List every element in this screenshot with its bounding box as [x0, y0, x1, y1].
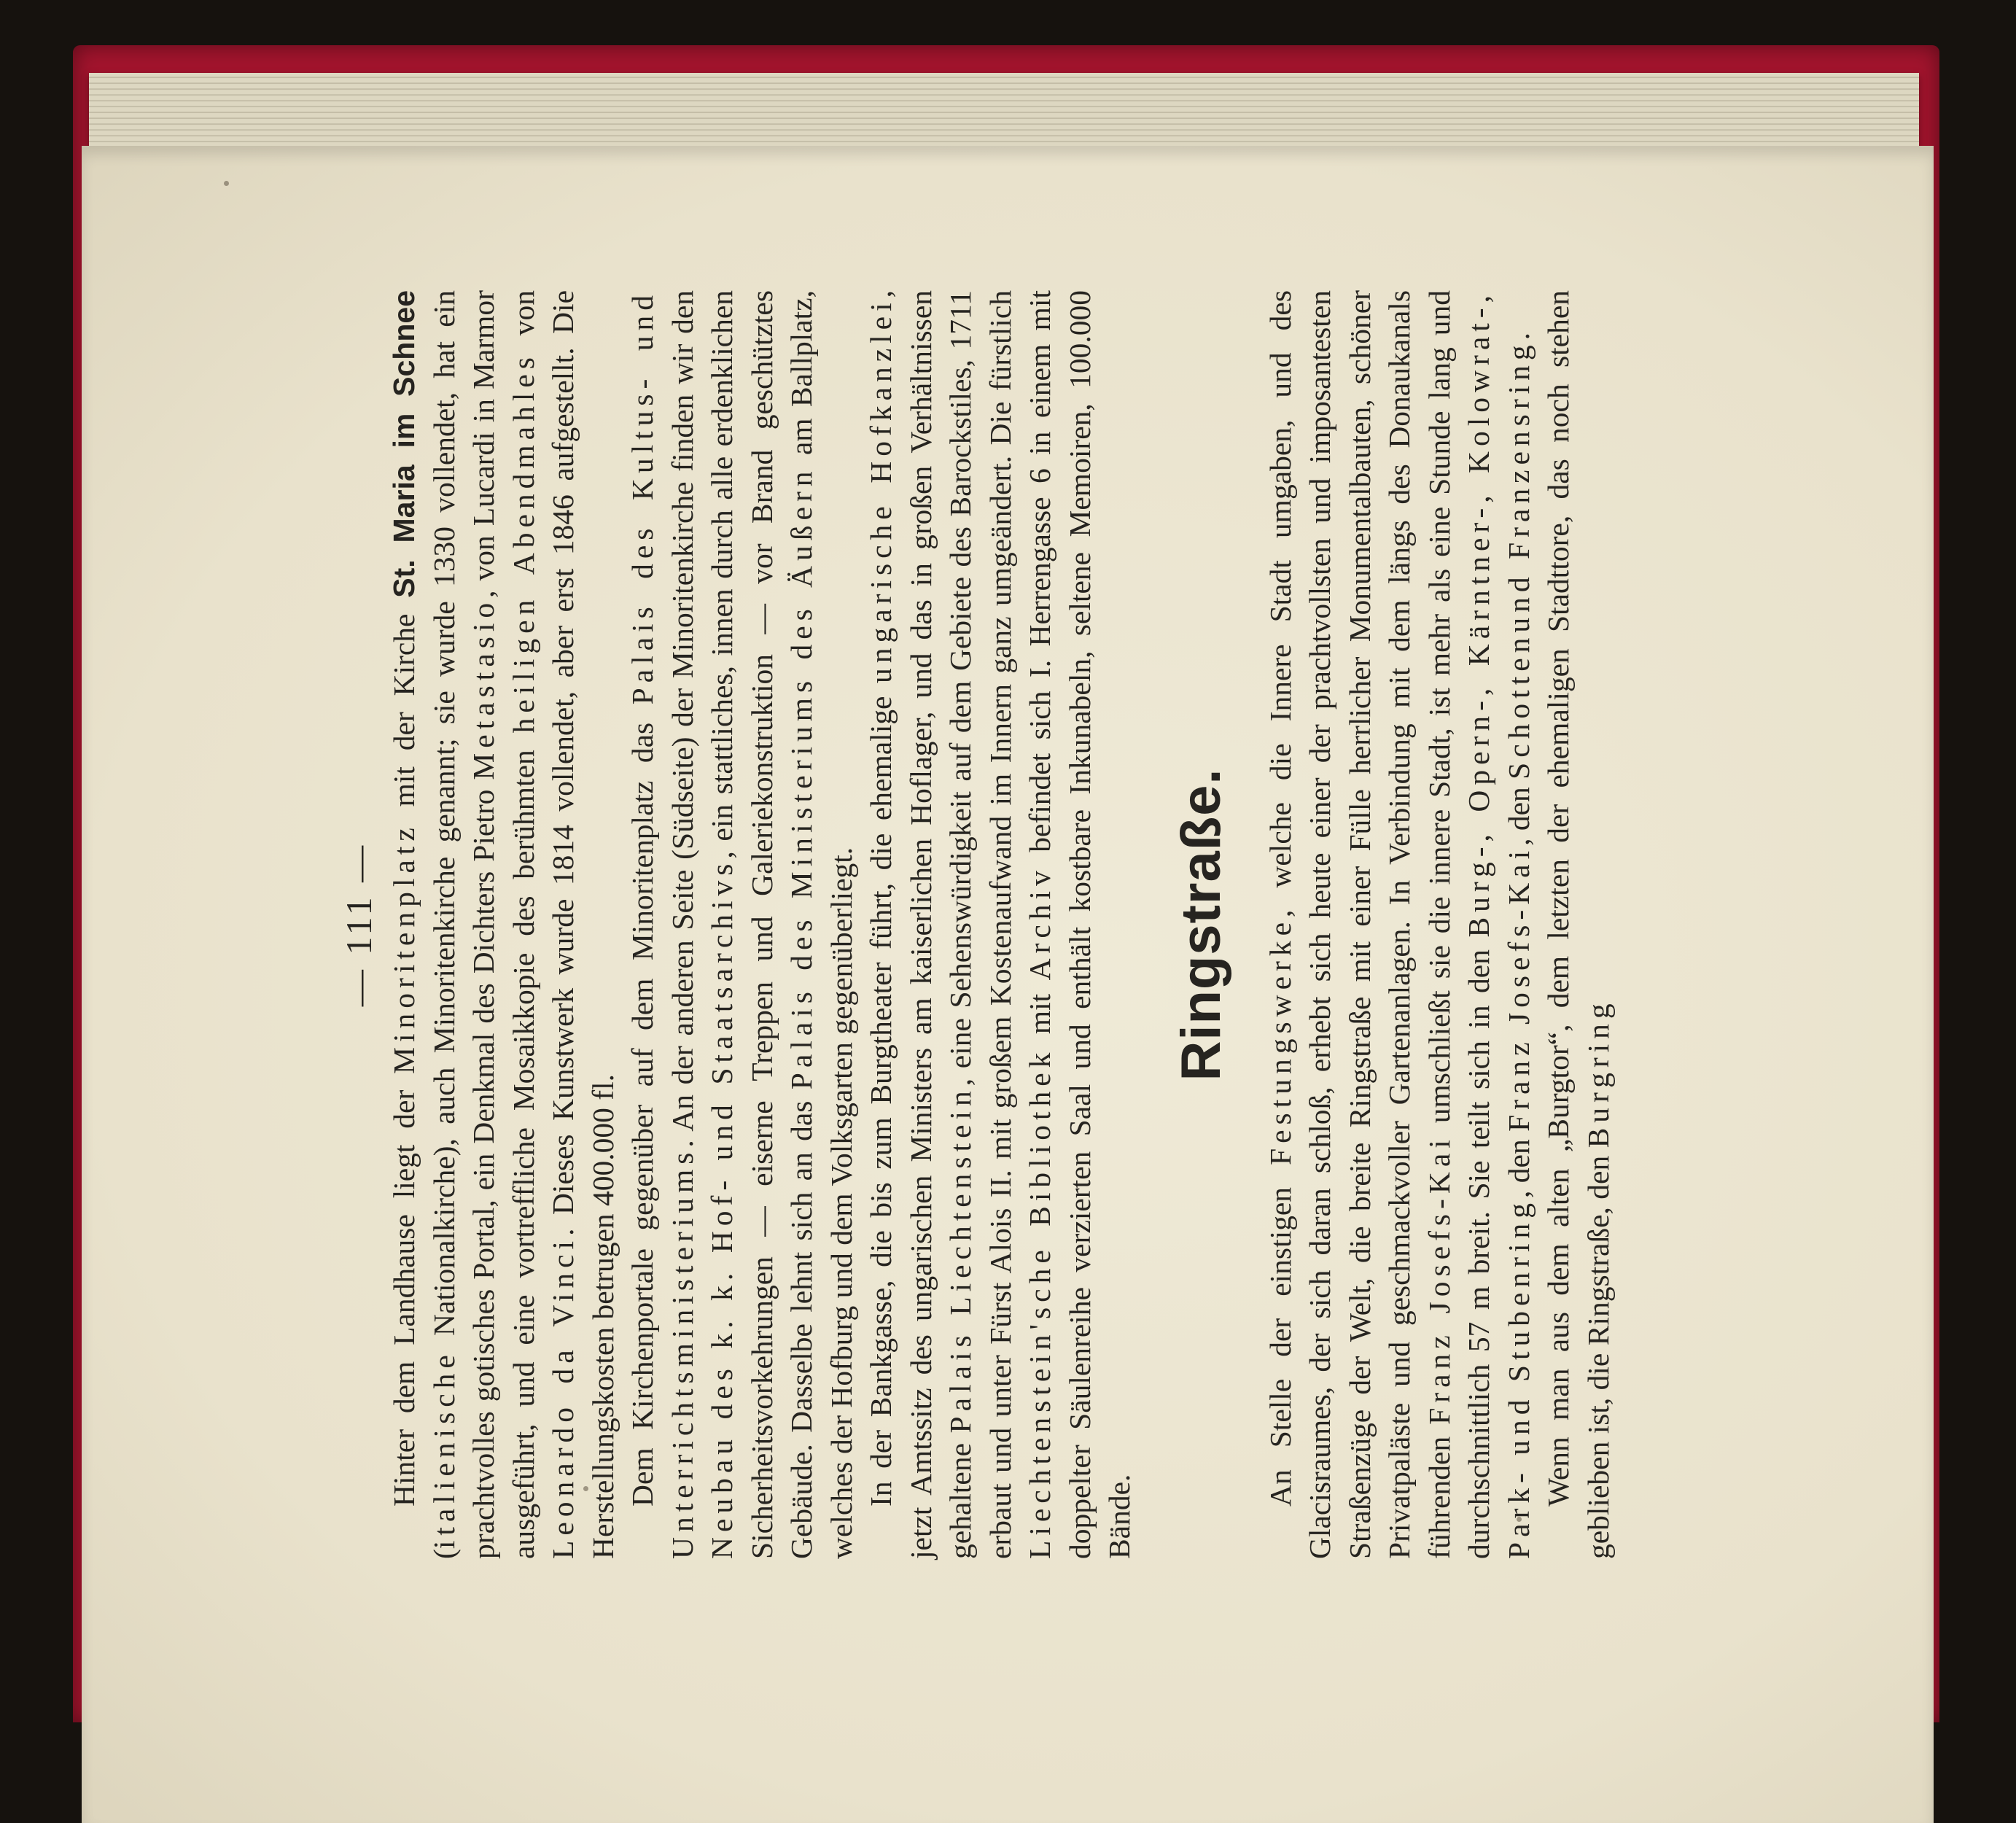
paragraph-kirchenportale — [623, 290, 861, 1559]
text-run: , ein stattliches, innen durch alle erdenklichen Sicherheitsvorkehrungen — eiserne Treppen und Galeriekonstruktion — vor Brand geschütztes Gebäude. Dasselbe lehnt sich an das — [705, 290, 818, 1559]
spaced-term: Liechtenstein'sche Bibliothek — [1023, 1047, 1056, 1559]
spaced-term: Schottenund Franzensring — [1501, 340, 1536, 780]
paragraph-burgtor — [1538, 290, 1618, 1559]
spaced-term: Burg-, Opern-, Kärntner-, Kolowrat-, Park- und Stubenring — [1462, 290, 1536, 1559]
text-run: ( — [427, 1549, 461, 1559]
text-run: , den — [1501, 779, 1536, 846]
text-run: Dem Kirchenportale gegenüber auf dem Minoritenplatz das — [626, 704, 659, 1507]
spaced-term: Festungswerke — [1263, 917, 1297, 1165]
text-run: , welche die Innere Stadt umgaben, und des Glacisraumes, der sich daran schloß, erhebt sich heute einer der prachtvollsten und imposantesten Straßenzüge der Welt, die breite Ringstraße mit einer Fülle herrlicher Monumentalbauten, schöner Privatpaläste und geschmackvoller Gartenanlagen. In Verbindung mit dem längs des Donaukanals führenden — [1263, 290, 1456, 1559]
spaced-term: Leonardo da Vinci — [546, 1235, 580, 1559]
text-run: , von Lucardi in Marmor ausgeführt, und eine vortreffliche Mosaikkopie des berühmten — [467, 290, 540, 1559]
spaced-term: Palais des Kultus- und Unterrichtsministeriums — [626, 289, 699, 1559]
paragraph-minoritenplatz — [384, 290, 623, 1559]
text-run: am Ballplatz, welches der Hofburg und dem Volksgarten gegenüberliegt. — [785, 289, 858, 1559]
text-run: befindet sich I. Herrengasse 6 in einem mit doppelter Säulenreihe verzierten Saal und enthält kostbare Inkunabeln, seltene Memoiren, 100.000 Bände. — [1023, 290, 1136, 1559]
text-run: In der Bankgasse, die bis zum Burgtheater führt, die ehemalige — [864, 683, 898, 1507]
paragraph-ringstrasse — [1261, 290, 1539, 1559]
paper-speck — [224, 181, 229, 186]
text-run: umschließt sie die innere Stadt, ist mehr als eine Stunde lang und durchschnittlich 57 m breit. Sie teilt sich in den — [1422, 290, 1495, 1559]
text-run: mit der Kirche — [387, 597, 421, 823]
spaced-term: Metastasio — [467, 597, 500, 780]
text-run: An Stelle der einstigen — [1263, 1165, 1297, 1507]
text-run: , den — [1501, 1131, 1536, 1198]
spaced-term: Minoritenplatz — [387, 823, 421, 1074]
text-run: Hinter dem Landhause liegt der — [387, 1073, 421, 1507]
spaced-term: Palais des Ministeriums des Äußern — [785, 466, 818, 1090]
page-number-header: — 111 — — [338, 842, 379, 1007]
spaced-term: italienische — [427, 1350, 461, 1550]
paragraph-bankgasse — [861, 290, 1140, 1559]
text-run: mit — [1023, 980, 1056, 1048]
spaced-term: Palais Liechtenstein — [943, 1086, 977, 1434]
spaced-term: Neubau des k. k. Hof- und Staatsarchivs — [705, 858, 739, 1559]
spaced-term: ungarische Hofkanzlei — [864, 298, 898, 684]
spaced-term: Burgring — [1581, 998, 1615, 1148]
section-heading: Ringstraße. — [1169, 768, 1232, 1081]
spaced-term: Franz Josefs-Kai — [1422, 1135, 1456, 1425]
text-run: . Dieses Kunstwerk wurde 1814 vollendet, aber erst 1846 aufgestellt. Die Herstellungskosten betrugen 400.000 fl. — [546, 290, 620, 1559]
text-run: . — [1501, 332, 1536, 341]
spaced-term: Archiv — [1023, 866, 1056, 981]
text-run: , jetzt Amtssitz des ungarischen Ministers am kaiserlichen Hoflager, und das in großen Verhältnissen gehaltene — [864, 289, 977, 1559]
book-page — [82, 146, 1934, 1823]
text-run: Wenn man aus dem alten „Burgtor“, dem letzten der ehemaligen Stadttore, das noch stehen geblieben ist, die Ringstraße, den — [1541, 290, 1615, 1559]
text-run: . An der anderen Seite (Südseite) der Minoritenkirche finden wir den — [665, 290, 699, 1148]
bold-church-name: St. Maria im Schnee — [387, 289, 421, 598]
spaced-term: heiligen Abendmahles — [506, 352, 540, 734]
text-run: , eine Sehenswürdigkeit auf dem Gebiete des Barockstiles, 1711 erbaut und unter Fürst Alois II. mit großem Kostenaufwand im Innern ganz umgeändert. Die fürstlich — [943, 290, 1017, 1559]
text-run: von — [506, 290, 540, 353]
page-text — [333, 290, 1799, 1559]
text-run: Nationalkirche), auch Minoritenkirche genannt; sie wurde 1330 vollendet, hat ein prachtvolles gotisches Portal, ein Denkmal des Dichters Pietro — [427, 290, 500, 1559]
spaced-term: Franz Josefs-Kai — [1501, 845, 1536, 1132]
